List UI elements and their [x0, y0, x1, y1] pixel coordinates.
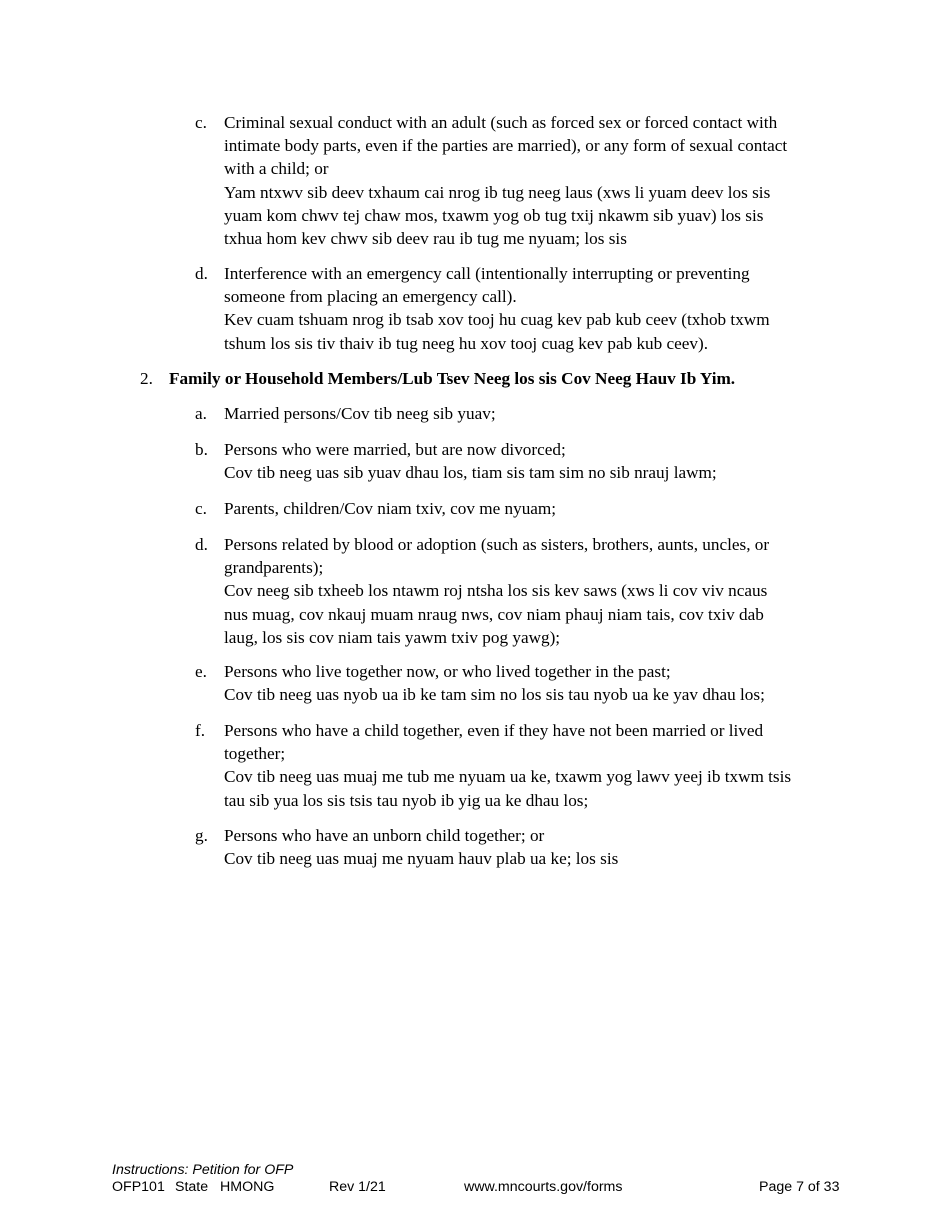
list-letter: f. — [195, 721, 206, 740]
item-line: Cov tib neeg uas sib yuav dhau los, tiam sis tam sim no sib nrauj lawm; — [224, 463, 717, 483]
item-line: with a child; or — [224, 159, 329, 179]
list-letter: g. — [195, 826, 208, 845]
item-line: Cov tib neeg uas muaj me nyuam hauv plab ua ke; los sis — [224, 849, 619, 869]
footer-language: HMONG — [220, 1179, 275, 1195]
list-letter: c. — [195, 499, 207, 518]
item-line: Persons who live together now, or who lived together in the past; — [224, 662, 671, 681]
item-line: someone from placing an emergency call). — [224, 287, 517, 307]
list-item-g-unborn-child — [195, 824, 845, 870]
list-letter: e. — [195, 662, 207, 681]
item-line: Interference with an emergency call (intentionally interrupting or preventing — [224, 264, 750, 283]
item-line: Cov tib neeg uas muaj me tub me nyuam ua ke, txawm yog lawv yeej ib txwm tsis — [224, 767, 792, 787]
list-item-e-live-together — [195, 660, 845, 706]
item-line: together; — [224, 744, 286, 764]
list-item-a-married-persons — [195, 402, 845, 425]
list-item-c-parents-children — [195, 497, 845, 520]
list-item-c-criminal-sexual-conduct — [195, 111, 845, 250]
item-line: Yam ntxwv sib deev txhaum cai nrog ib tug neeg laus (xws li yuam deev los sis — [224, 182, 771, 202]
item-line: Parents, children/Cov niam txiv, cov me nyuam; — [224, 499, 557, 518]
section-heading — [140, 367, 735, 390]
section-number: 2. — [140, 369, 153, 388]
footer-url: www.mncourts.gov/forms — [464, 1179, 623, 1195]
footer-document-title: Instructions: Petition for OFP — [112, 1162, 294, 1178]
footer-state: State — [175, 1179, 209, 1195]
list-letter: b. — [195, 440, 208, 459]
list-item-d-blood-or-adoption — [195, 533, 845, 649]
item-line: Cov neeg sib txheeb los ntawm roj ntsha los sis kev saws (xws li cov viv ncaus — [224, 581, 768, 601]
item-line: Cov tib neeg uas nyob ua ib ke tam sim no los sis tau nyob ua ke yav dhau los; — [224, 685, 765, 705]
item-line: Persons related by blood or adoption (such as sisters, brothers, aunts, uncles, or — [224, 535, 770, 554]
item-line: txhua hom kev chwv sib deev rau ib tug me nyuam; los sis — [224, 229, 627, 249]
footer-revision: Rev 1/21 — [329, 1179, 386, 1195]
page-footer — [112, 1162, 842, 1196]
footer-form-number: OFP101 — [112, 1179, 165, 1195]
item-line: Persons who have an unborn child together; or — [224, 826, 545, 845]
list-letter: d. — [195, 264, 208, 283]
list-letter: d. — [195, 535, 208, 554]
list-item-d-interference-emergency-call — [195, 262, 845, 355]
item-line: yuam kom chwv tej chaw mos, txawm yog ob tug txij nkawm sib yuav) los sis — [224, 205, 764, 225]
section-title: Family or Household Members/Lub Tsev Neeg los sis Cov Neeg Hauv Ib Yim. — [169, 369, 736, 388]
item-line: Criminal sexual conduct with an adult (such as forced sex or forced contact with — [224, 113, 778, 132]
item-line: Kev cuam tshuam nrog ib tsab xov tooj hu cuag kev pab kub ceev (txhob txwm — [224, 310, 770, 330]
list-letter: c. — [195, 113, 207, 132]
list-letter: a. — [195, 404, 207, 423]
item-line: grandparents); — [224, 558, 324, 578]
item-line: laug, los sis cov niam tais yawm txiv pog yawg); — [224, 627, 561, 647]
list-item-b-divorced-persons — [195, 438, 845, 484]
item-line: tshum los sis tiv thaiv ib tug neeg hu xov tooj cuag kev pab kub ceev). — [224, 333, 709, 353]
item-line: Persons who have a child together, even if they have not been married or lived — [224, 721, 764, 740]
item-line: nus muag, cov nkauj muam nraug nws, cov niam phauj niam tais, cov txiv dab — [224, 604, 764, 624]
item-line: intimate body parts, even if the parties are married), or any form of sexual contact — [224, 136, 788, 156]
item-line: Persons who were married, but are now divorced; — [224, 440, 566, 459]
item-line: Married persons/Cov tib neeg sib yuav; — [224, 404, 496, 423]
footer-page-number: Page 7 of 33 — [759, 1179, 840, 1195]
item-line: tau sib yua los sis tsis tau nyob ib yig ua ke dhau los; — [224, 790, 589, 810]
list-item-f-child-together — [195, 719, 845, 812]
